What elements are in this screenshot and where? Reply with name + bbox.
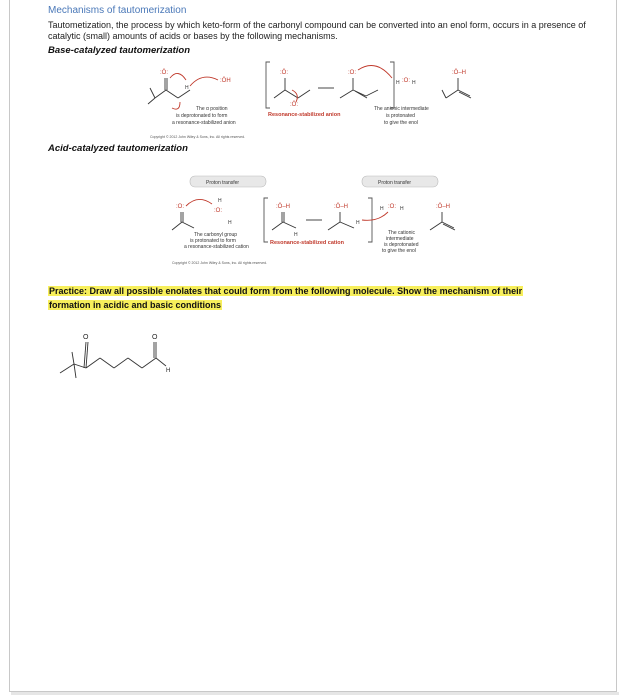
acid-caption-carbonyl-2: is protonated to form <box>190 238 236 244</box>
base-hydroxide: :ÖH <box>220 78 231 84</box>
practice-oxygen-2: O <box>152 334 158 341</box>
acid-enol-oh: :Ö–H <box>436 204 451 210</box>
base-enolate-molecule <box>274 69 310 108</box>
practice-line-2: formation in acidic and basic conditions <box>49 300 222 310</box>
base-water-molecule <box>358 66 416 87</box>
page-shadow <box>11 692 619 695</box>
base-caption-alpha-2: is deprotonated to form <box>176 113 228 119</box>
acid-resonance-h: H <box>356 220 360 226</box>
acid-cation-h: H <box>294 232 298 238</box>
base-resonance-label: Resonance-stabilized anion <box>268 112 341 118</box>
base-copyright: Copyright © 2012 John Wiley & Sons, Inc. All rights reserved. <box>150 135 245 139</box>
acid-resonance-oxygen: :Ö–H <box>334 204 349 210</box>
base-caption-alpha-3: a resonance-stabilized anion <box>172 120 236 126</box>
acid-hydronium-oxygen: :O: <box>214 208 223 214</box>
base-enol-oh: :Ö–H <box>452 70 467 76</box>
practice-line-1: Practice: Draw all possible enolates that could form from the following molecule. Show the mechanism of their <box>49 286 523 296</box>
base-enolate-resonance <box>340 70 378 98</box>
base-enolate-oxygen: :Ö: <box>280 70 289 76</box>
acid-water-oxygen: :O: <box>388 204 397 210</box>
acid-caption-cationic-2: intermediate <box>386 236 414 242</box>
acid-hydronium <box>214 198 232 226</box>
acid-copyright: Copyright © 2012 John Wiley & Sons, Inc. All rights reserved. <box>172 261 267 265</box>
base-water-h2: H <box>412 80 416 86</box>
acid-hydronium-h2: H <box>228 220 232 226</box>
acid-cation-resonance <box>328 203 360 230</box>
acid-hydronium-h: H <box>218 198 222 204</box>
practice-prompt <box>48 284 568 312</box>
acid-proton-transfer-2: Proton transfer <box>378 180 412 186</box>
acid-proton-transfer-1: Proton transfer <box>206 180 240 186</box>
base-enol-molecule <box>442 69 471 98</box>
acid-caption-carbonyl-1: The carbonyl group <box>194 232 238 238</box>
acid-water-h2: H <box>400 206 404 212</box>
acid-water-h1: H <box>380 206 384 212</box>
acid-cation-molecule <box>272 203 298 238</box>
acid-caption-cationic-4: to give the enol <box>382 248 416 254</box>
base-keto-hydrogen: H <box>185 85 189 91</box>
practice-molecule <box>48 328 188 390</box>
acid-resonance-label: Resonance-stabilized cation <box>270 240 344 246</box>
practice-aldehyde-h: H <box>166 368 171 374</box>
base-caption-anionic-3: to give the enol <box>384 120 418 126</box>
practice-oxygen-1: O <box>83 334 89 341</box>
base-caption-anionic-2: is protonated <box>386 113 415 119</box>
acid-water-molecule <box>362 204 404 220</box>
base-enolate-carbanion: :Ö: <box>290 102 299 108</box>
base-section-title: Base-catalyzed tautomerization <box>48 45 191 56</box>
base-bracket-left <box>266 62 270 108</box>
base-caption-anionic-1: The anionic intermediate <box>374 106 429 112</box>
base-resonance-oxygen: :O: <box>348 70 357 76</box>
base-bracket-right <box>390 62 394 108</box>
acid-mechanism-figure <box>166 172 476 272</box>
acid-caption-cationic-3: is deprotonated <box>384 242 419 248</box>
base-water-oxygen: :O: <box>402 78 411 84</box>
acid-section-title: Acid-catalyzed tautomerization <box>48 143 188 154</box>
acid-cation-oxygen: :Ö–H <box>276 204 291 210</box>
acid-bracket-left <box>264 198 268 242</box>
base-mechanism-figure <box>140 58 500 148</box>
base-keto-molecule <box>148 69 190 109</box>
acid-keto-oxygen: :O: <box>176 204 185 210</box>
intro-paragraph: Tautometization, the process by which keto-form of the carbonyl compound can be converted into an enol form, occurs in a presence of catalytic (small) amounts of acids or bases by the following mechanisms. <box>48 20 586 41</box>
section-heading: Mechanisms of tautomerization <box>48 5 187 16</box>
base-water-h1: H <box>396 80 400 86</box>
acid-caption-cationic-1: The cationic <box>388 230 415 236</box>
acid-keto-molecule <box>172 199 212 230</box>
base-caption-alpha-1: The α position <box>196 106 228 112</box>
acid-enol-molecule <box>430 203 455 230</box>
acid-caption-carbonyl-3: a resonance-stabilized cation <box>184 244 249 250</box>
base-keto-oxygen: :Ö: <box>160 70 169 76</box>
